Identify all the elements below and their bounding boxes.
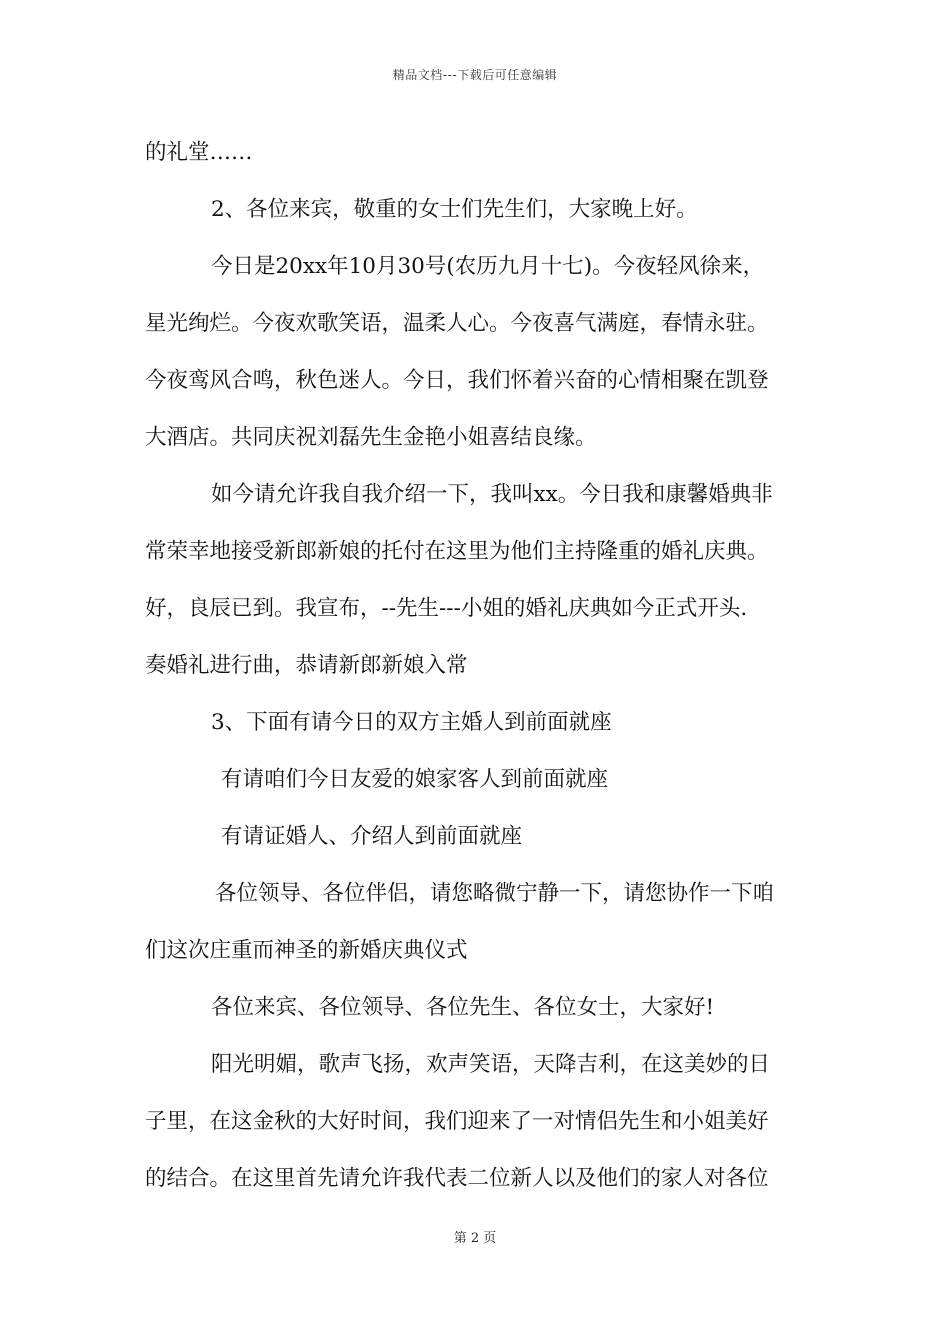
text-line: 常荣幸地接受新郎新娘的托付在这里为他们主持隆重的婚礼庆典。 [145, 539, 769, 564]
text-line: 奏婚礼进行曲，恭请新郎新娘入常 [145, 653, 468, 678]
text-line: 子里，在这金秋的大好时间，我们迎来了一对情侣先生和小姐美好 [145, 1109, 769, 1134]
text-line: 阳光明媚，歌声飞扬，欢声笑语，天降吉利，在这美妙的日 [211, 1052, 771, 1077]
text-line: 各位来宾、各位领导、各位先生、各位女士，大家好! [211, 995, 715, 1020]
text-line: 有请证婚人、介绍人到前面就座 [221, 824, 523, 849]
text-line: 有请咱们今日友爱的娘家客人到前面就座 [221, 767, 609, 792]
text-line: 3、下面有请今日的双方主婚人到前面就座 [211, 710, 612, 735]
text-line: 大酒店。共同庆祝刘磊先生金艳小姐喜结良缘。 [145, 425, 597, 450]
text-line: 2、各位来宾，敬重的女士们先生们，大家晚上好。 [211, 197, 698, 222]
text-line: 今日是20xx年10月30号(农历九月十七)。今夜轻风徐来， [211, 254, 765, 279]
text-line: 如今请允许我自我介绍一下，我叫xx。今日我和康馨婚典非 [211, 482, 773, 507]
page-header: 精品文档---下载后可任意编辑 [392, 68, 558, 82]
text-line: 今夜鸾风合鸣，秋色迷人。今日，我们怀着兴奋的心情相聚在凯登 [145, 368, 769, 393]
text-line: 的礼堂…… [145, 140, 253, 165]
text-line: 各位领导、各位伴侣，请您略微宁静一下，请您协作一下咱 [215, 881, 775, 906]
text-line: 们这次庄重而神圣的新婚庆典仪式 [145, 938, 468, 963]
document-body [145, 124, 810, 1207]
page-number: 第 2 页 [453, 1231, 497, 1246]
text-line: 好，良辰已到。我宣布，--先生---小姐的婚礼庆典如今正式开头. [145, 596, 748, 621]
text-line: 的结合。在这里首先请允许我代表二位新人以及他们的家人对各位 [145, 1166, 769, 1191]
text-line: 星光绚烂。今夜欢歌笑语，温柔人心。今夜喜气满庭，春情永驻。 [145, 311, 769, 336]
